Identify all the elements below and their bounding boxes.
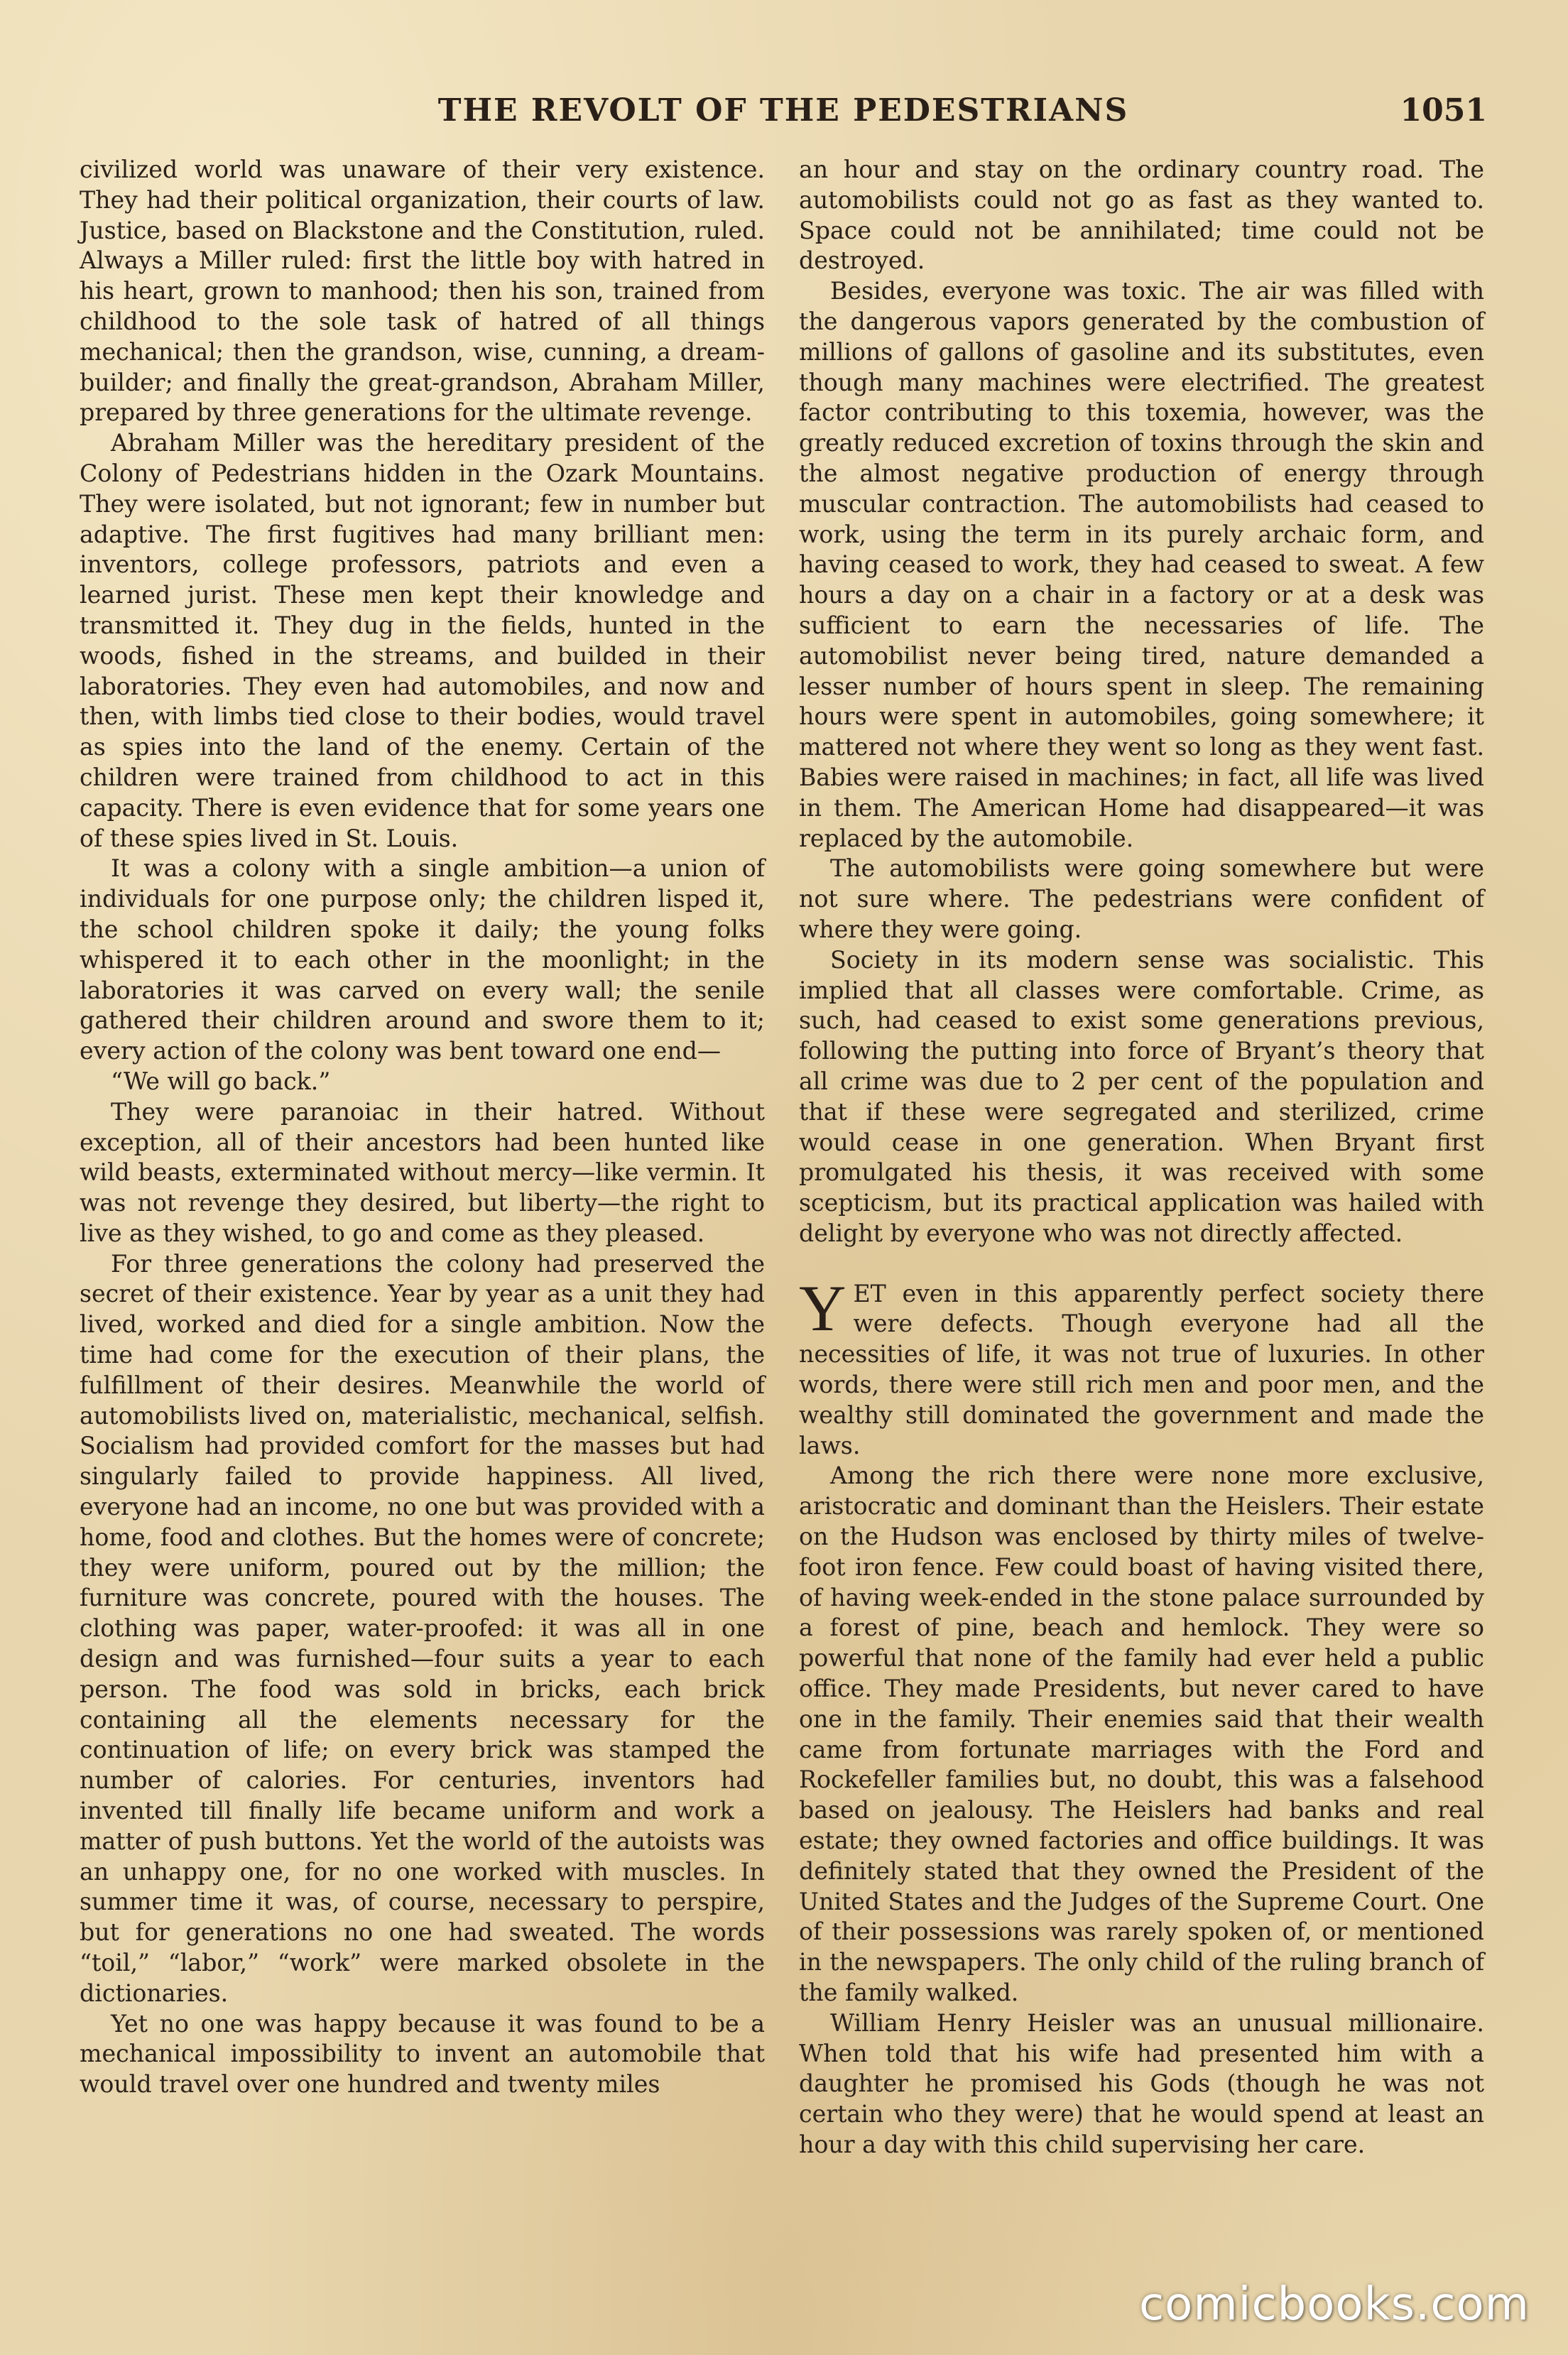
paragraph: Besides, everyone was toxic. The air was filled with the dangerous vapors generated by the combustion of millions of gallons of gasoline and its substitutes, even though many machines were electrified. The greatest factor contributing to this toxemia, however, was the greatly reduced excretion of toxins through the skin and the almost negative production of energy through muscular contraction. The automobilists had ceased to work, using the term in its purely archaic form, and having ceased to work, they had ceased to sweat. A few hours a day on a chair in a factory or at a desk was sufficient to earn the necessaries of life. The automobilist never being tired, nature demanded a lesser number of hours spent in sleep. The remaining hours were spent in automobiles, going somewhere; it mattered not where they went so long as they went fast. Babies were raised in machines; in fact, all life was lived in them. The American Home had disappeared—it was replaced by the automobile.: [799, 277, 1484, 852]
page-number: 1051: [1400, 92, 1487, 129]
section-text: ET even in this apparently perfect society there were defects. Though everyone had all the necessities of life, it was not true of luxuries. In other words, there were still rich men and poor men, and the wealthy still dominated the government and made the laws.: [799, 1279, 1484, 1459]
paragraph: For three generations the colony had preserved the secret of their existence. Year by year as a unit they had lived, worked and died for a single ambition. Now the time had come for the execution of their plans, the fulfillment of their desires. Meanwhile the world of automobilists lived on, materialistic, mechanical, selfish. Socialism had provided comfort for the masses but had singularly failed to provide happiness. All lived, everyone had an income, no one but was provided with a home, food and clothes. But the homes were of concrete; they were uniform, poured out by the million; the furniture was concrete, poured with the houses. The clothing was paper, water-proofed: it was all in one design and was furnished—four suits a year to each person. The food was sold in bricks, each brick containing all the elements necessary for the continuation of life; on every brick was stamped the number of calories. For centuries, inventors had invented till finally life became uniform and work a matter of push buttons. Yet the world of the autoists was an unhappy one, for no one worked with muscles. In summer time it was, of course, necessary to perspire, but for generations no one had sweated. The words “toil,” “labor,” “work” were marked obsolete in the dictionaries.: [80, 1249, 765, 2007]
running-title: THE REVOLT OF THE PEDESTRIANS: [437, 92, 1129, 129]
left-column: [80, 155, 765, 2100]
paragraph: an hour and stay on the ordinary country road. The automobilists could not go as fast as they wanted to. Space could not be annihilated; time could not be destroyed.: [799, 156, 1484, 275]
paragraph: The automobilists were going somewhere but were not sure where. The pedestrians were confident of where they were going.: [799, 854, 1484, 943]
paragraph: They were paranoiac in their hatred. Without exception, all of their ancestors had been hunted like wild beasts, exterminated without mercy—like vermin. It was not revenge they desired, but liberty—the right to live as they wished, to go and come as they pleased.: [80, 1097, 765, 1247]
right-column: [799, 155, 1484, 2160]
paragraph-quote: “We will go back.”: [111, 1067, 331, 1095]
drop-cap: Y: [799, 1271, 846, 1344]
paragraph: It was a colony with a single ambition—a union of individuals for one purpose only; the children lisped it, the school children spoke it daily; the young folks whispered it to each other in the moonlight; in the laboratories it was carved on every wall; the senile gathered their children around and swore them to it; every action of the colony was bent toward one end—: [80, 854, 765, 1065]
paragraph: Yet no one was happy because it was found to be a mechanical impossibility to invent an automobile that would travel over one hundred and twenty miles: [80, 2009, 765, 2099]
paragraph: civilized world was unaware of their very existence. They had their political organization, their courts of law. Justice, based on Blackstone and the Constitution, ruled. Always a Miller ruled: first the little boy with hatred in his heart, grown to manhood; then his son, trained from childhood to the sole task of hatred of all things mechanical; then the grandson, wise, cunning, a dream-builder; and finally the great-grandson, Abraham Miller, prepared by three generations for the ultimate revenge.: [80, 156, 765, 427]
section-paragraph: [799, 1271, 1484, 1462]
paragraph: William Henry Heisler was an unusual millionaire. When told that his wife had presented him with a daughter he promised his Gods (though he was not certain who they were) that he would spend at least an hour a day with this child supervising her care.: [799, 2008, 1484, 2158]
paragraph: Abraham Miller was the hereditary president of the Colony of Pedestrians hidden in the Ozark Mountains. They were isolated, but not ignorant; few in number but adaptive. The first fugitives had many brilliant men: inventors, college professors, patriots and even a learned jurist. These men kept their knowledge and transmitted it. They dug in the fields, hunted in the woods, fished in the streams, and builded in their laboratories. They even had automobiles, and now and then, with limbs tied close to their bodies, would travel as spies into the land of the enemy. Certain of the children were trained from childhood to act in this capacity. There is even evidence that for some years one of these spies lived in St. Louis.: [80, 429, 765, 852]
page-header: [80, 92, 1487, 142]
watermark-logo: comicbooks.com: [1138, 2278, 1530, 2331]
paragraph: Society in its modern sense was socialistic. This implied that all classes were comfortable. Crime, as such, had ceased to exist some generations previous, following the putting into force of Bryant’s theory that all crime was due to 2 per cent of the population and that if these were segregated and sterilized, crime would cease in one generation. When Bryant first promulgated his thesis, it was received with some scepticism, but its practical application was hailed with delight by everyone who was not directly affected.: [799, 945, 1484, 1247]
paragraph: Among the rich there were none more exclusive, aristocratic and dominant than the Heislers. Their estate on the Hudson was enclosed by thirty miles of twelve-foot iron fence. Few could boast of having visited there, of having week-ended in the stone palace surrounded by a forest of pine, beach and hemlock. They were so powerful that none of the family had ever held a public office. They made Presidents, but never cared to have one in the family. Their enemies said that their wealth came from fortunate marriages with the Ford and Rockefeller families but, no doubt, this was a falsehood based on jealousy. The Heislers had banks and real estate; they owned factories and office buildings. It was definitely stated that they owned the President of the United States and the Judges of the Supreme Court. One of their possessions was rarely spoken of, or mentioned in the newspapers. The only child of the ruling branch of the family walked.: [799, 1462, 1484, 2007]
